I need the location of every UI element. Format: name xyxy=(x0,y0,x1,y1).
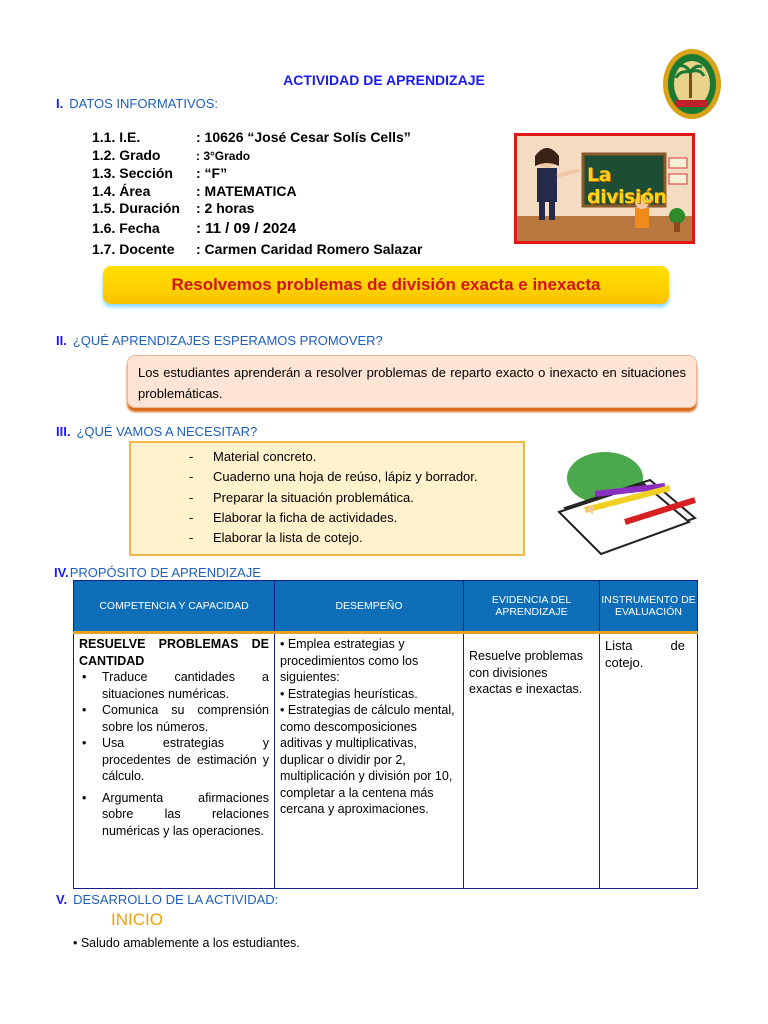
document-title: ACTIVIDAD DE APRENDIZAJE xyxy=(283,72,485,88)
capacidad-item: • Comunica su comprensión sobre los números. xyxy=(79,702,269,735)
info-grado: 1.2. Grado : 3°Grado xyxy=(92,147,251,163)
section-2-heading: II. ¿QUÉ APRENDIZAJES ESPERAMOS PROMOVER? xyxy=(56,333,383,348)
list-item: - Material concreto. xyxy=(189,449,317,464)
competencia-cell xyxy=(74,633,275,889)
section-1-heading: I. DATOS INFORMATIVOS: xyxy=(56,96,219,111)
activity-title-banner: Resolvemos problemas de división exacta e inexacta xyxy=(103,266,669,304)
info-ie: 1.1. I.E. : 10626 “José Cesar Solís Cells” xyxy=(92,129,411,145)
table-header-row xyxy=(74,581,698,633)
inicio-item: • Saludo amablemente a los estudiantes. xyxy=(73,936,300,950)
desempeno-item: • Emplea estrategias y procedimientos como los siguientes: xyxy=(280,637,419,684)
capacidad-item: • Traduce cantidades a situaciones numéricas. xyxy=(79,669,269,702)
section-5-heading: V. DESARROLLO DE LA ACTIVIDAD: xyxy=(56,892,279,907)
inicio-heading: INICIO xyxy=(111,910,163,929)
capacidad-item: • Usa estrategias y procedentes de estimación y cálculo. xyxy=(79,735,269,785)
header-evidencia: EVIDENCIA DEL APRENDIZAJE xyxy=(464,581,600,633)
header-competencia: COMPETENCIA Y CAPACIDAD xyxy=(74,581,275,633)
header-instrumento: INSTRUMENTO DE EVALUACIÓN xyxy=(600,581,698,633)
info-seccion: 1.3. Sección : “F” xyxy=(92,165,228,181)
header-desempeno: DESEMPEÑO xyxy=(275,581,464,633)
pencils-paper-clipart xyxy=(555,450,705,555)
info-docente: 1.7. Docente : Carmen Caridad Romero Salazar xyxy=(92,241,423,257)
instrumento-text: Lista de cotejo. xyxy=(605,638,685,670)
desempeno-cell xyxy=(275,633,464,889)
list-item: - Elaborar la lista de cotejo. xyxy=(189,530,363,546)
instrumento-cell xyxy=(600,633,698,889)
school-logo xyxy=(662,48,722,120)
section-4-heading: IV.PROPÓSITO DE APRENDIZAJE xyxy=(54,565,261,580)
evidencia-cell: Resuelve problemas con divisiones exactas e inexactas. xyxy=(464,633,600,889)
desempeno-item: • Estrategias heurísticas. xyxy=(280,686,418,701)
division-illustration xyxy=(514,133,695,244)
list-item: - Cuaderno una hoja de reúso, lápiz y borrador. xyxy=(189,469,478,485)
section-3-heading: III. ¿QUÉ VAMOS A NECESITAR? xyxy=(56,424,258,439)
info-duracion: 1.5. Duración : 2 horas xyxy=(92,200,255,216)
materials-box xyxy=(129,441,525,556)
desempeno-item: • Estrategias de cálculo mental, como descomposiciones aditivas y multiplicativas, duplicar o dividir por 2, multiplicación y división por 10, completar a la centena más cercana y aproximaciones. xyxy=(280,703,455,816)
list-item: - Elaborar la ficha de actividades. xyxy=(189,509,398,525)
learning-expectation-box: Los estudiantes aprenderán a resolver problemas de reparto exacto o inexacto en situaciones problemáticas. xyxy=(127,355,697,408)
capacidad-item: • Argumenta afirmaciones sobre las relaciones numéricas y las operaciones. xyxy=(79,790,269,840)
competencia-title: RESUELVE PROBLEMAS DE xyxy=(79,637,269,651)
table-row xyxy=(74,633,698,889)
info-area: 1.4. Área : MATEMATICA xyxy=(92,183,297,199)
purpose-table xyxy=(73,580,698,889)
illustration-board-text: La división xyxy=(587,164,667,208)
competencia-title-2: CANTIDAD xyxy=(79,653,145,668)
list-item: - Preparar la situación problemática. xyxy=(189,489,414,505)
info-fecha: 1.6. Fecha : 11 / 09 / 2024 xyxy=(92,220,297,237)
